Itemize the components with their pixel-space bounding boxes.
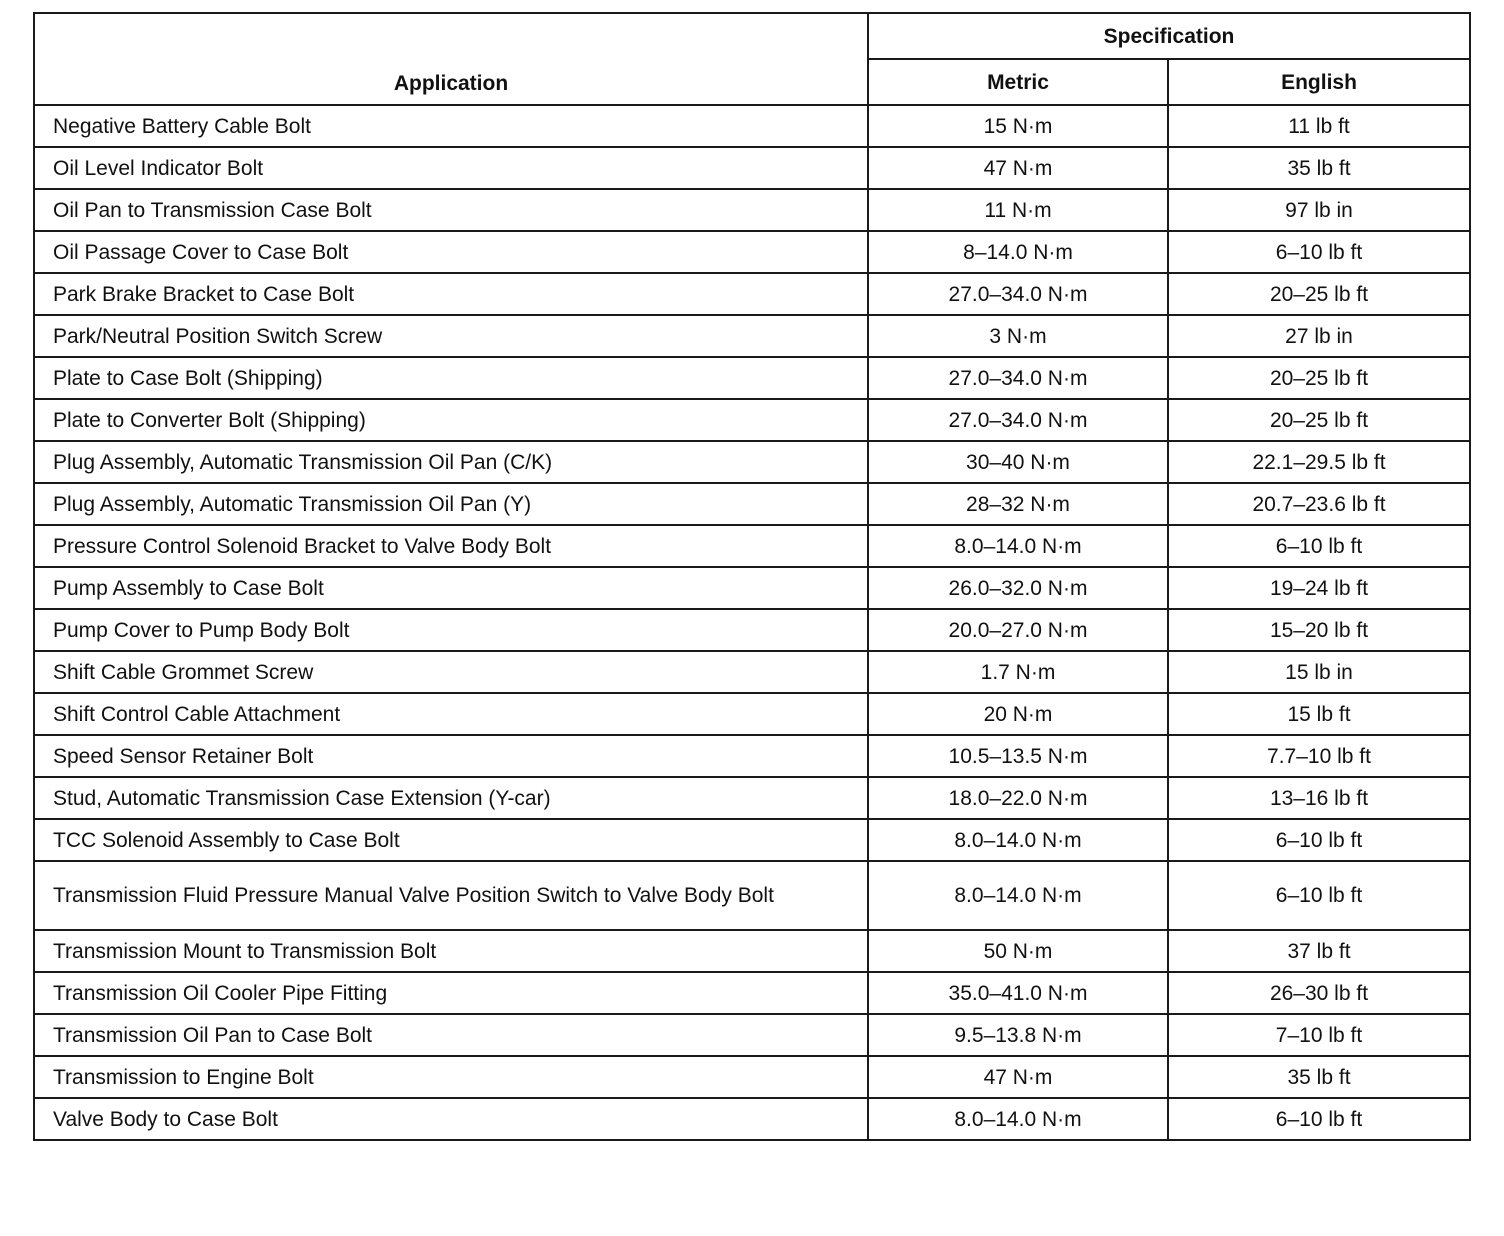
application-cell: Pump Assembly to Case Bolt [34, 567, 868, 609]
metric-value-cell: 8.0–14.0 N·m [868, 861, 1168, 930]
table-row [34, 735, 1470, 777]
column-header-english: English [1168, 59, 1470, 105]
application-cell: Transmission Mount to Transmission Bolt [34, 930, 868, 972]
table-row [34, 1098, 1470, 1140]
application-cell: TCC Solenoid Assembly to Case Bolt [34, 819, 868, 861]
english-value-cell: 11 lb ft [1168, 105, 1470, 147]
english-value-cell: 6–10 lb ft [1168, 819, 1470, 861]
application-cell: Plate to Converter Bolt (Shipping) [34, 399, 868, 441]
english-value-cell: 15 lb ft [1168, 693, 1470, 735]
english-value-cell: 97 lb in [1168, 189, 1470, 231]
metric-value-cell: 8.0–14.0 N·m [868, 1098, 1168, 1140]
english-value-cell: 13–16 lb ft [1168, 777, 1470, 819]
application-cell: Speed Sensor Retainer Bolt [34, 735, 868, 777]
application-cell: Transmission Fluid Pressure Manual Valve Position Switch to Valve Body Bolt [34, 861, 868, 930]
application-cell: Plug Assembly, Automatic Transmission Oil Pan (Y) [34, 483, 868, 525]
application-cell: Park Brake Bracket to Case Bolt [34, 273, 868, 315]
metric-value-cell: 47 N·m [868, 1056, 1168, 1098]
metric-value-cell: 35.0–41.0 N·m [868, 972, 1168, 1014]
table-row [34, 105, 1470, 147]
application-cell: Plate to Case Bolt (Shipping) [34, 357, 868, 399]
english-value-cell: 6–10 lb ft [1168, 231, 1470, 273]
english-value-cell: 27 lb in [1168, 315, 1470, 357]
english-value-cell: 37 lb ft [1168, 930, 1470, 972]
table-row [34, 609, 1470, 651]
english-value-cell: 22.1–29.5 lb ft [1168, 441, 1470, 483]
english-value-cell: 19–24 lb ft [1168, 567, 1470, 609]
english-value-cell: 6–10 lb ft [1168, 1098, 1470, 1140]
english-value-cell: 7.7–10 lb ft [1168, 735, 1470, 777]
table-row [34, 231, 1470, 273]
table-row [34, 693, 1470, 735]
metric-value-cell: 9.5–13.8 N·m [868, 1014, 1168, 1056]
table-row [34, 930, 1470, 972]
table-row [34, 819, 1470, 861]
table-row [34, 861, 1470, 930]
table-row [34, 189, 1470, 231]
english-value-cell: 7–10 lb ft [1168, 1014, 1470, 1056]
english-value-cell: 35 lb ft [1168, 1056, 1470, 1098]
metric-value-cell: 27.0–34.0 N·m [868, 399, 1168, 441]
table-row [34, 399, 1470, 441]
english-value-cell: 15–20 lb ft [1168, 609, 1470, 651]
table-row [34, 273, 1470, 315]
table-row [34, 777, 1470, 819]
application-cell: Oil Level Indicator Bolt [34, 147, 868, 189]
metric-value-cell: 8.0–14.0 N·m [868, 525, 1168, 567]
english-value-cell: 6–10 lb ft [1168, 525, 1470, 567]
application-cell: Pump Cover to Pump Body Bolt [34, 609, 868, 651]
table-row [34, 651, 1470, 693]
metric-value-cell: 11 N·m [868, 189, 1168, 231]
metric-value-cell: 20 N·m [868, 693, 1168, 735]
table-row [34, 315, 1470, 357]
application-cell: Negative Battery Cable Bolt [34, 105, 868, 147]
metric-value-cell: 10.5–13.5 N·m [868, 735, 1168, 777]
application-cell: Stud, Automatic Transmission Case Extension (Y-car) [34, 777, 868, 819]
application-cell: Shift Control Cable Attachment [34, 693, 868, 735]
table-header [34, 13, 1470, 105]
column-header-metric: Metric [868, 59, 1168, 105]
english-value-cell: 6–10 lb ft [1168, 861, 1470, 930]
metric-value-cell: 30–40 N·m [868, 441, 1168, 483]
column-header-application: Application [34, 13, 868, 105]
metric-value-cell: 27.0–34.0 N·m [868, 273, 1168, 315]
application-cell: Shift Cable Grommet Screw [34, 651, 868, 693]
metric-value-cell: 8.0–14.0 N·m [868, 819, 1168, 861]
english-value-cell: 20–25 lb ft [1168, 399, 1470, 441]
application-cell: Oil Pan to Transmission Case Bolt [34, 189, 868, 231]
table-row [34, 441, 1470, 483]
table-body [34, 105, 1470, 1140]
table-row [34, 1056, 1470, 1098]
application-cell: Pressure Control Solenoid Bracket to Valve Body Bolt [34, 525, 868, 567]
metric-value-cell: 1.7 N·m [868, 651, 1168, 693]
english-value-cell: 20–25 lb ft [1168, 273, 1470, 315]
table-row [34, 483, 1470, 525]
metric-value-cell: 15 N·m [868, 105, 1168, 147]
header-row-top [34, 13, 1470, 59]
english-value-cell: 20–25 lb ft [1168, 357, 1470, 399]
english-value-cell: 26–30 lb ft [1168, 972, 1470, 1014]
application-cell: Park/Neutral Position Switch Screw [34, 315, 868, 357]
english-value-cell: 35 lb ft [1168, 147, 1470, 189]
metric-value-cell: 3 N·m [868, 315, 1168, 357]
metric-value-cell: 27.0–34.0 N·m [868, 357, 1168, 399]
application-cell: Oil Passage Cover to Case Bolt [34, 231, 868, 273]
table-row [34, 972, 1470, 1014]
table-row [34, 525, 1470, 567]
table-row [34, 1014, 1470, 1056]
metric-value-cell: 8–14.0 N·m [868, 231, 1168, 273]
application-cell: Transmission to Engine Bolt [34, 1056, 868, 1098]
metric-value-cell: 50 N·m [868, 930, 1168, 972]
application-cell: Valve Body to Case Bolt [34, 1098, 868, 1140]
metric-value-cell: 47 N·m [868, 147, 1168, 189]
table-row [34, 567, 1470, 609]
fastener-specification-table [33, 12, 1471, 1141]
table-row [34, 147, 1470, 189]
metric-value-cell: 20.0–27.0 N·m [868, 609, 1168, 651]
metric-value-cell: 28–32 N·m [868, 483, 1168, 525]
metric-value-cell: 26.0–32.0 N·m [868, 567, 1168, 609]
table-row [34, 357, 1470, 399]
english-value-cell: 20.7–23.6 lb ft [1168, 483, 1470, 525]
application-cell: Transmission Oil Pan to Case Bolt [34, 1014, 868, 1056]
metric-value-cell: 18.0–22.0 N·m [868, 777, 1168, 819]
english-value-cell: 15 lb in [1168, 651, 1470, 693]
application-cell: Transmission Oil Cooler Pipe Fitting [34, 972, 868, 1014]
application-cell: Plug Assembly, Automatic Transmission Oil Pan (C/K) [34, 441, 868, 483]
column-header-specification: Specification [868, 13, 1470, 59]
